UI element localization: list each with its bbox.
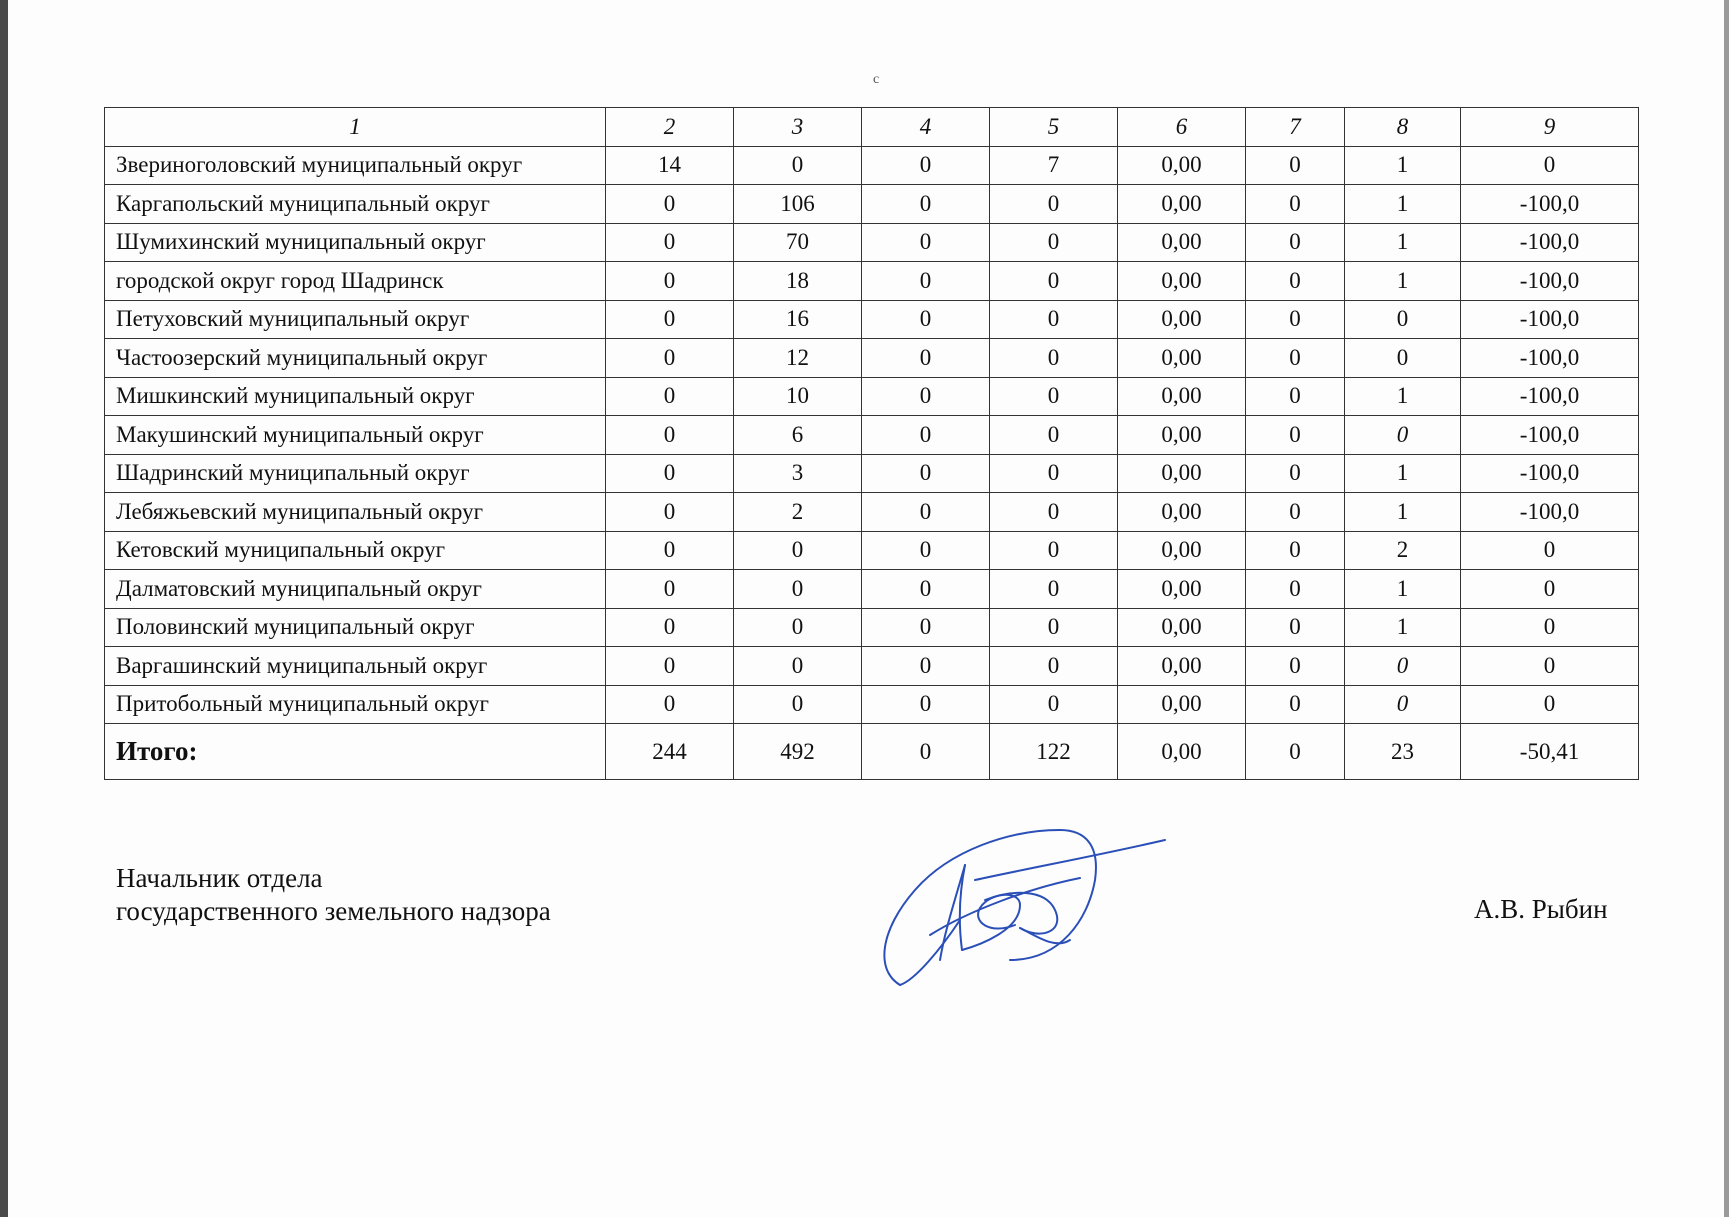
table-cell: 0 [862, 608, 990, 647]
table-cell: 0 [606, 685, 734, 724]
table-cell: 0 [1246, 146, 1345, 185]
table-cell: 0,00 [1118, 454, 1246, 493]
table-cell: 0 [1345, 339, 1461, 378]
table-cell: 0,00 [1118, 185, 1246, 224]
total-cell: 0,00 [1118, 724, 1246, 780]
table-cell: 0,00 [1118, 377, 1246, 416]
table-cell: 0 [1246, 454, 1345, 493]
total-cell: -50,41 [1461, 724, 1639, 780]
total-cell: 492 [734, 724, 862, 780]
table-row [105, 531, 1639, 570]
district-name: Кетовский муниципальный округ [105, 531, 606, 570]
table-cell: 2 [1345, 531, 1461, 570]
table-cell: 0,00 [1118, 531, 1246, 570]
column-number: 8 [1345, 108, 1461, 147]
table-cell: 1 [1345, 608, 1461, 647]
table-cell: 0,00 [1118, 608, 1246, 647]
table-cell: -100,0 [1461, 454, 1639, 493]
table-cell: 0 [990, 647, 1118, 686]
district-name: Далматовский муниципальный округ [105, 570, 606, 609]
table-cell: -100,0 [1461, 493, 1639, 532]
district-name: Притобольный муниципальный округ [105, 685, 606, 724]
table-cell: 0 [1461, 647, 1639, 686]
total-row [105, 724, 1639, 780]
table-cell: 0 [862, 416, 990, 455]
table-cell: 0 [862, 647, 990, 686]
report-table [104, 107, 1639, 780]
total-label: Итого: [105, 724, 606, 780]
table-cell: 0 [990, 262, 1118, 301]
column-number: 7 [1246, 108, 1345, 147]
table-cell: 1 [1345, 262, 1461, 301]
total-cell: 0 [862, 724, 990, 780]
table-cell: 0 [734, 146, 862, 185]
table-cell: 0 [990, 685, 1118, 724]
table-cell: 0 [990, 377, 1118, 416]
table-row [105, 377, 1639, 416]
total-cell: 23 [1345, 724, 1461, 780]
column-number: 2 [606, 108, 734, 147]
table-cell: 0 [862, 377, 990, 416]
table-cell: 18 [734, 262, 862, 301]
table-cell: 6 [734, 416, 862, 455]
table-cell: 16 [734, 300, 862, 339]
table-cell: 0 [1246, 262, 1345, 301]
table-cell: 0 [862, 300, 990, 339]
table-cell: 0 [990, 416, 1118, 455]
signatory-title [116, 862, 551, 928]
table-cell: 0 [862, 570, 990, 609]
table-cell: 0 [990, 185, 1118, 224]
table-cell: 0 [862, 685, 990, 724]
table-cell: 0 [606, 647, 734, 686]
table-cell: 0 [1461, 570, 1639, 609]
column-number: 1 [105, 108, 606, 147]
table-cell: 1 [1345, 146, 1461, 185]
column-number: 9 [1461, 108, 1639, 147]
table-cell: 0 [734, 685, 862, 724]
table-cell: 0 [1345, 416, 1461, 455]
table-row [105, 647, 1639, 686]
signatory-title-line2: государственного земельного надзора [116, 896, 551, 926]
table-cell: 14 [606, 146, 734, 185]
table-cell: 1 [1345, 377, 1461, 416]
district-name: Половинский муниципальный округ [105, 608, 606, 647]
table-cell: 0 [1246, 685, 1345, 724]
table-cell: 0 [606, 493, 734, 532]
table-cell: 0 [990, 608, 1118, 647]
table-row [105, 146, 1639, 185]
column-number: 3 [734, 108, 862, 147]
table-cell: 0 [990, 300, 1118, 339]
table-cell: 0,00 [1118, 262, 1246, 301]
table-cell: 0 [1246, 300, 1345, 339]
table-cell: 0 [1246, 531, 1345, 570]
table-cell: 2 [734, 493, 862, 532]
table-cell: 0 [990, 223, 1118, 262]
table-cell: 0 [990, 531, 1118, 570]
table-cell: 0 [606, 608, 734, 647]
table-cell: 0,00 [1118, 570, 1246, 609]
table-cell: 0 [606, 531, 734, 570]
table-row [105, 300, 1639, 339]
table-cell: 0 [1345, 300, 1461, 339]
table-cell: 0 [862, 531, 990, 570]
table-row [105, 223, 1639, 262]
district-name: Макушинский муниципальный округ [105, 416, 606, 455]
table-cell: 0 [990, 570, 1118, 609]
table-cell: 0 [1345, 647, 1461, 686]
column-number: 4 [862, 108, 990, 147]
table-cell: 0 [734, 531, 862, 570]
table-row [105, 608, 1639, 647]
table-row [105, 570, 1639, 609]
table-cell: -100,0 [1461, 185, 1639, 224]
table-cell: 0 [606, 262, 734, 301]
table-cell: 12 [734, 339, 862, 378]
scan-edge-right [1724, 0, 1729, 1217]
table-cell: 0 [1246, 339, 1345, 378]
table-cell: -100,0 [1461, 416, 1639, 455]
table-row [105, 416, 1639, 455]
table-cell: 1 [1345, 223, 1461, 262]
table-cell: 1 [1345, 185, 1461, 224]
table-cell: 0 [1246, 493, 1345, 532]
table-cell: 0,00 [1118, 339, 1246, 378]
table-cell: 0 [1461, 685, 1639, 724]
table-cell: -100,0 [1461, 339, 1639, 378]
signatory-title-line1: Начальник отдела [116, 863, 323, 893]
table-cell: 1 [1345, 454, 1461, 493]
table-cell: 0,00 [1118, 223, 1246, 262]
table-cell: 7 [990, 146, 1118, 185]
table-cell: 0 [1246, 223, 1345, 262]
table-cell: 0 [1461, 531, 1639, 570]
table-cell: 0 [862, 262, 990, 301]
table-cell: 0,00 [1118, 493, 1246, 532]
district-name: Шадринский муниципальный округ [105, 454, 606, 493]
table-cell: 1 [1345, 493, 1461, 532]
table-cell: 0 [862, 454, 990, 493]
table-row [105, 454, 1639, 493]
table-cell: 1 [1345, 570, 1461, 609]
table-cell: 0 [1246, 647, 1345, 686]
table-cell: 10 [734, 377, 862, 416]
district-name: Звериноголовский муниципальный округ [105, 146, 606, 185]
table-cell: 0 [862, 339, 990, 378]
table-cell: 0 [606, 570, 734, 609]
table-cell: 0 [990, 454, 1118, 493]
district-name: Мишкинский муниципальный округ [105, 377, 606, 416]
table-cell: 106 [734, 185, 862, 224]
table-cell: 0 [606, 223, 734, 262]
table-cell: 0,00 [1118, 146, 1246, 185]
table-cell: 3 [734, 454, 862, 493]
district-name: Варгашинский муниципальный округ [105, 647, 606, 686]
table-cell: 0 [862, 223, 990, 262]
district-name: городской округ город Шадринск [105, 262, 606, 301]
table-cell: -100,0 [1461, 300, 1639, 339]
district-name: Петуховский муниципальный округ [105, 300, 606, 339]
table-cell: 0 [606, 454, 734, 493]
table-cell: -100,0 [1461, 223, 1639, 262]
table-cell: 0 [1345, 685, 1461, 724]
table-row [105, 685, 1639, 724]
table-row [105, 185, 1639, 224]
table-cell: -100,0 [1461, 262, 1639, 301]
total-cell: 244 [606, 724, 734, 780]
table-cell: 0 [862, 185, 990, 224]
table-cell: 0 [1246, 377, 1345, 416]
column-number: 5 [990, 108, 1118, 147]
table-cell: 0 [1246, 185, 1345, 224]
table-cell: 0 [606, 339, 734, 378]
total-cell: 122 [990, 724, 1118, 780]
table-row [105, 493, 1639, 532]
district-name: Частоозерский муниципальный округ [105, 339, 606, 378]
table-cell: 0 [606, 416, 734, 455]
table-cell: 0,00 [1118, 416, 1246, 455]
table-cell: 0 [862, 146, 990, 185]
total-cell: 0 [1246, 724, 1345, 780]
table-cell: 0 [1246, 608, 1345, 647]
table-cell: 0 [734, 570, 862, 609]
column-number-row [105, 108, 1639, 147]
table-cell: 0,00 [1118, 300, 1246, 339]
table-cell: 0,00 [1118, 647, 1246, 686]
table-cell: 0 [734, 608, 862, 647]
table-cell: 0 [1461, 608, 1639, 647]
table-cell: 0 [990, 493, 1118, 532]
table-cell: -100,0 [1461, 377, 1639, 416]
table-cell: 0 [606, 377, 734, 416]
district-name: Шумихинский муниципальный округ [105, 223, 606, 262]
district-name: Каргапольский муниципальный округ [105, 185, 606, 224]
table-cell: 0 [1461, 146, 1639, 185]
table-cell: 0 [606, 300, 734, 339]
handwritten-signature [870, 810, 1170, 1000]
scan-mark: с [873, 72, 880, 87]
table-cell: 0 [862, 493, 990, 532]
column-number: 6 [1118, 108, 1246, 147]
table-cell: 0 [1246, 416, 1345, 455]
table-row [105, 339, 1639, 378]
table-cell: 0 [1246, 570, 1345, 609]
table-row [105, 262, 1639, 301]
signatory-name: А.В. Рыбин [1474, 894, 1608, 924]
table-cell: 70 [734, 223, 862, 262]
table-cell: 0 [734, 647, 862, 686]
table-cell: 0,00 [1118, 685, 1246, 724]
district-name: Лебяжьевский муниципальный округ [105, 493, 606, 532]
table-cell: 0 [990, 339, 1118, 378]
scan-edge-left [0, 0, 8, 1217]
table-cell: 0 [606, 185, 734, 224]
